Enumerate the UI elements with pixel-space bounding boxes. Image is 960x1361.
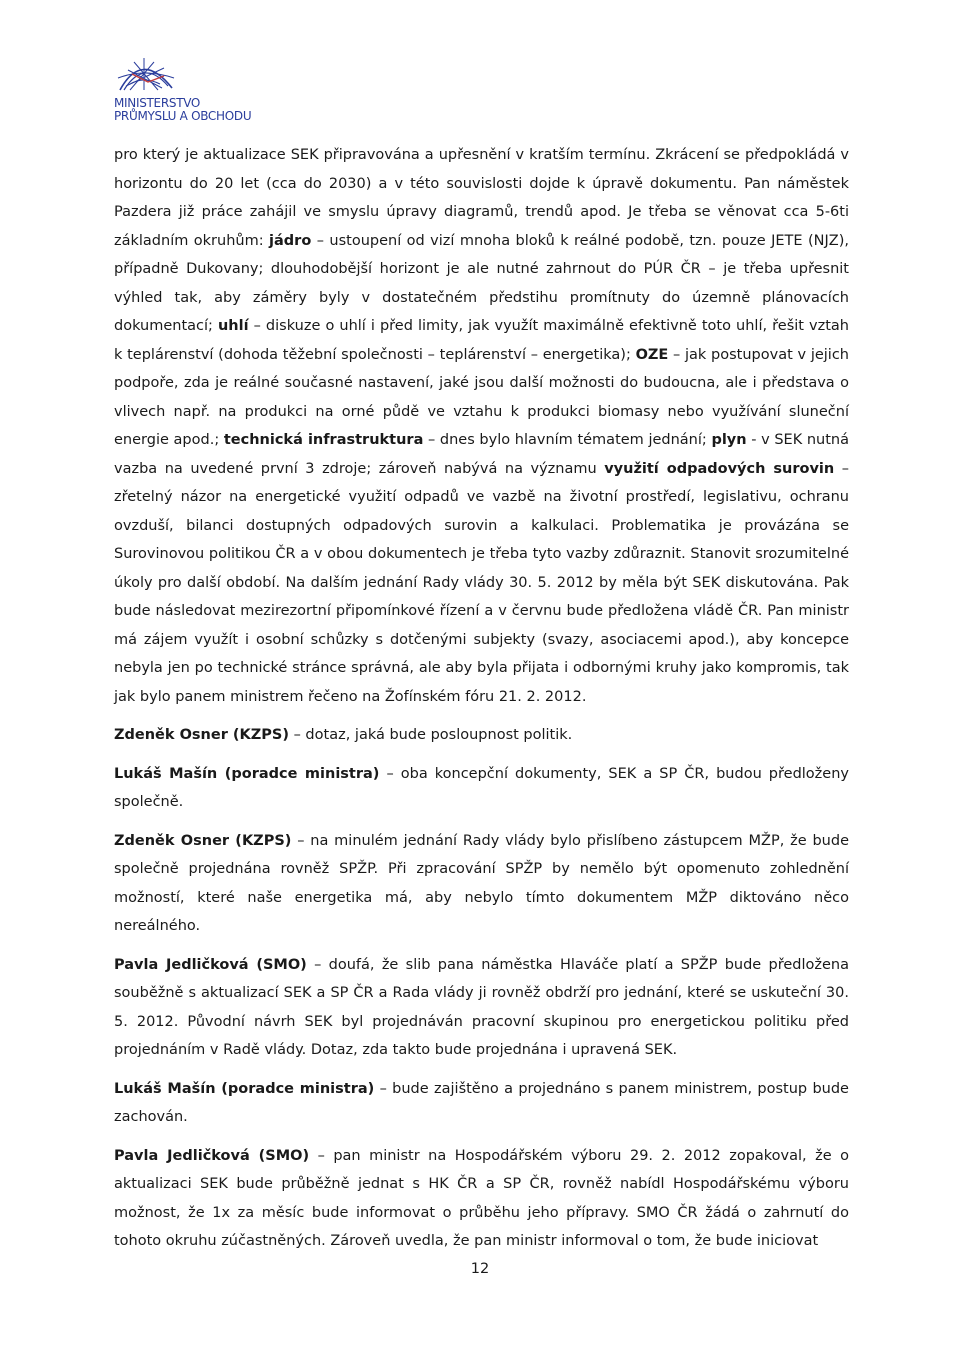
speaker-text: – bude zajištěno a projednáno s panem ministrem, postup bude zachován. xyxy=(114,1080,849,1125)
topic-label: OZE xyxy=(635,346,669,363)
paragraph-text: – dnes bylo hlavním tématem jednání; xyxy=(423,432,712,448)
speaker-paragraph xyxy=(114,1142,849,1256)
ministry-emblem-icon xyxy=(114,54,176,94)
speaker-paragraph xyxy=(114,1075,849,1132)
speaker-name: Lukáš Mašín (poradce ministra) xyxy=(114,765,380,782)
speaker-paragraph xyxy=(114,827,849,941)
speaker-name: Pavla Jedličková (SMO) xyxy=(114,956,307,973)
speaker-paragraph xyxy=(114,721,849,750)
paragraph-text: – diskuze o uhlí i před limity, jak využít maximálně efektivně toto uhlí, řešit vztah k teplárenství (dohoda těžební společnosti – teplárenství – energetika); xyxy=(114,318,849,363)
paragraph-text: - v SEK nutná vazba na uvedené první 3 zdroje; zároveň nabývá na významu xyxy=(114,432,849,477)
speaker-name: Zdeněk Osner (KZPS) xyxy=(114,832,292,849)
logo-text-line2: PRŮMYSLU A OBCHODU xyxy=(114,109,252,123)
paragraph-text: – ustoupení od vizí mnoha bloků k reálné podobě, tzn. pouze JETE (NJZ), případně Dukovany; dlouhodobější horizont je ale nutné zahrnout do PÚR ČR – je třeba upřesnit výhled tak, aby záměry byly v dostatečném předstihu promítnuty do územně plánovacích dokumentací; xyxy=(114,232,849,334)
speaker-name: Pavla Jedličková (SMO) xyxy=(114,1147,310,1164)
topic-label: využití odpadových surovin xyxy=(604,460,835,477)
ministry-logo xyxy=(114,54,264,124)
topic-label: jádro xyxy=(269,232,312,249)
speaker-text: – pan ministr na Hospodářském výboru 29. 2. 2012 zopakoval, že o aktualizaci SEK bude průběžně jednat s HK ČR a SP ČR, rovněž nabídl Hospodářskému výboru možnost, že 1x za měsíc bude informovat o průběhu jeho přípravy. SMO ČR žádá o zahrnutí do tohoto okruhu zúčastněných. Zároveň uvedla, že pan ministr informoval o tom, že bude iniciovat xyxy=(114,1147,849,1249)
paragraph-text: – zřetelný názor na energetické využití odpadů ve vazbě na životní prostředí, legislativu, ochranu ovzduší, bilanci dostupných odpadových surovin a kalkulaci. Problematika je provázána se Surovinovou politikou ČR a v obou dokumentech je třeba tyto vazby zdůraznit. Stanovit srozumitelné úkoly pro další období. Na dalším jednání Rady vlády 30. 5. 2012 by měla být SEK diskutována. Pak bude následovat mezirezortní připomínkové řízení a v červnu bude předložena vládě ČR. Pan ministr má zájem využít i osobní schůzky s dotčenými subjekty (svazy, asociacemi apod.), aby koncepce nebyla jen po technické stránce správná, ale aby byla přijata i odbornými kruhy jako kompromis, tak jak bylo panem ministrem řečeno na Žofínském fóru 21. 2. 2012. xyxy=(114,460,849,705)
topic-label: uhlí xyxy=(217,318,249,334)
document-body xyxy=(114,141,849,1266)
speaker-paragraph xyxy=(114,951,849,1065)
logo-text-line1: MINISTERSTVO xyxy=(114,96,201,110)
speaker-text: – doufá, že slib pana náměstka Hlaváče platí a SPŽP bude předložena souběžně s aktualizací SEK a SP ČR a Rada vlády ji rovněž obdrží pro jednání, které se uskuteční 30. 5. 2012. Původní návrh SEK byl projednáván pracovní skupinou pro energetickou politiku před projednáním v Radě vlády. Dotaz, zda takto bude projednána i upravená SEK. xyxy=(114,956,850,1058)
topic-label: technická infrastruktura xyxy=(223,432,424,448)
paragraph xyxy=(114,141,849,711)
speaker-name: Zdeněk Osner (KZPS) xyxy=(114,727,289,743)
speaker-text: – dotaz, jaká bude posloupnost politik. xyxy=(288,727,573,743)
speaker-name: Lukáš Mašín (poradce ministra) xyxy=(114,1080,375,1097)
speaker-paragraph xyxy=(114,760,849,817)
paragraph-text: pro který je aktualizace SEK připravována a upřesnění v kratším termínu. Zkrácení se předpokládá v horizontu do 20 let (cca do 2030) a v této souvislosti dojde k úpravě dokumentu. Pan náměstek Pazdera již práce zahájil ve smyslu úpravy diagramů, trendů apod. Je třeba se věnovat cca 5-6ti základním okruhům: xyxy=(114,147,849,249)
page-number: 12 xyxy=(470,1261,490,1277)
topic-label: plyn xyxy=(711,432,747,448)
speaker-text: – oba koncepční dokumenty, SEK a SP ČR, budou předloženy společně. xyxy=(114,765,849,810)
paragraph-text: – jak postupovat v jejich podpoře, zda je reálné současné nastavení, jaké jsou další možnosti do budoucna, ale i představa o vlivech např. na produkci na orné půdě ve vztahu k produkci biomasy nebo využívání sluneční energie apod.; xyxy=(114,346,849,448)
speaker-text: – na minulém jednání Rady vlády bylo přislíbeno zástupcem MŽP, že bude společně projednána rovněž SPŽP. Při zpracování SPŽP by nemělo být opomenuto zohlednění možností, které naše energetika má, aby nebylo tímto dokumentem MŽP diktováno něco nereálného. xyxy=(114,832,849,934)
